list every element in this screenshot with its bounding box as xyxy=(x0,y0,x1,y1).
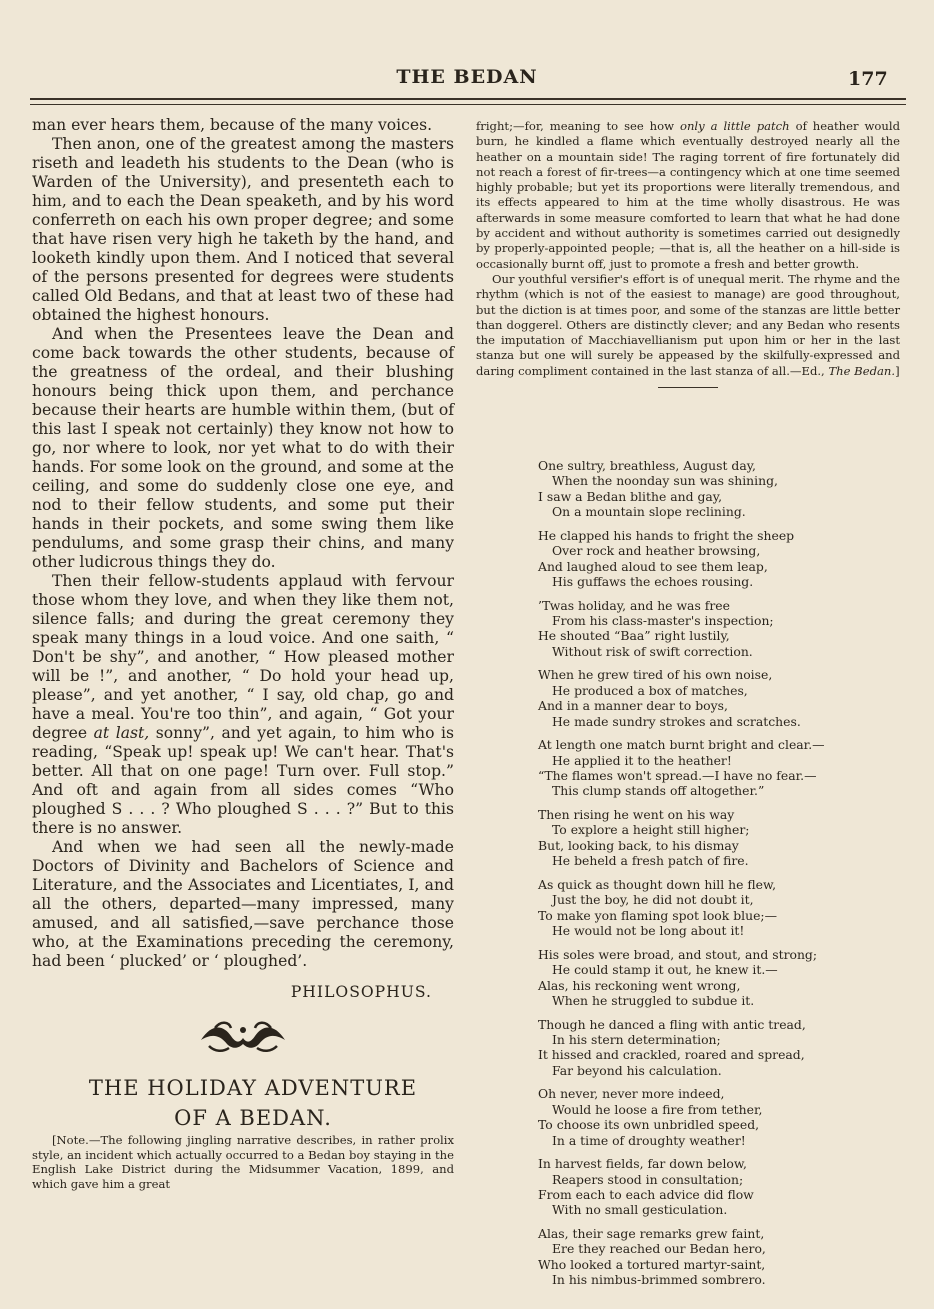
poem-line: When the noonday sun was shining, xyxy=(552,473,778,489)
poem-line: On a mountain slope reclining. xyxy=(552,504,746,520)
paragraph-text: Then their fellow-students applaud with fervour those whom they love, and when they like them not, silence falls; and during the great ceremony they speak many things in a loud voice. And one saith, “ Don't be shy”, and another, “ How pleased mother will be !”, and another, “ Do hold your head up, please”, and yet another, “ I say, old chap, go and have a meal. You're too thin”, and again, “ Got your degree xyxy=(32,572,454,742)
poem-stanza xyxy=(538,458,898,520)
poem-line: Oh never, never more indeed, xyxy=(538,1086,725,1102)
paragraph: And when we had seen all the newly-made Doctors of Divinity and Bachelors of Science and Literature, and the Associates and Licentiates, I, and all the others, departed—many impressed, many amused, and all satisfied,—save perchance those who, at the Examinations preceding the ceremony, had been ‘ plucked’ or ‘ ploughed’. xyxy=(32,838,454,970)
note-text: Our youthful versifier's effort is of unequal merit. The rhyme and the rhythm (which is not of the easiest to manage) are good throughout, but the diction is at times poor, and some of the stanzas are little better than doggerel. Others are distinctly clever; and any Bedan who resents the imputation of Macchiavellianism put upon him or her in the last stanza but one will surely be appeased by the skilfully-expressed and daring compliment contained in the last stanza of all.—Ed., xyxy=(476,271,900,378)
poem-stanza xyxy=(538,598,898,660)
italic-text: only a little patch xyxy=(679,119,790,133)
poem-line: In a time of droughty weather! xyxy=(552,1132,746,1148)
header-rule-thin xyxy=(30,104,906,105)
paragraph xyxy=(32,572,454,838)
poem-line: His guffaws the echoes rousing. xyxy=(552,574,754,590)
poem-line: He would not be long about it! xyxy=(552,923,745,939)
poem-line: Then rising he went on his way xyxy=(538,807,735,823)
right-column xyxy=(476,119,900,398)
paragraph-text: sonny”, and yet again, to him who is reading, “Speak up! speak up! We can't hear. That's better. All that on one page! Turn over. Full stop.” And oft and again from all sides comes “Who ploughed S . . . ? Who ploughed S . . . ?” But to this there is no answer. xyxy=(32,724,454,837)
poem-line: He shouted “Baa” right lustily, xyxy=(538,628,730,644)
poem-line: Alas, his reckoning went wrong, xyxy=(538,977,741,993)
poem-line: As quick as thought down hill he flew, xyxy=(538,876,777,892)
poem-line: I saw a Bedan blithe and gay, xyxy=(538,488,723,504)
poem-stanza xyxy=(538,528,898,590)
poem-line: And laughed aloud to see them leap, xyxy=(538,558,768,574)
poem-line: Just the boy, he did not doubt it, xyxy=(552,892,754,908)
poem-line: To choose its own unbridled speed, xyxy=(538,1117,760,1133)
divider xyxy=(658,387,718,388)
poem-line: Far beyond his calculation. xyxy=(552,1062,722,1078)
running-title: THE BEDAN xyxy=(396,66,538,88)
poem-stanza xyxy=(538,1017,898,1079)
paragraph: And when the Presentees leave the Dean and come back towards the other students, because of the greatness of the ordeal, and their blushing honours being thick upon them, and perchance because their hearts are humble within them, (but of this last I speak not certainly) they know not how to go, nor where to look, nor yet what to do with their hands. For some look on the ground, and some at the ceiling, and some do suddenly close one eye, and nod to their fellow students, and some put their hands in their pockets, and some swing them like pendulums, and some grasp their chins, and many other ludicrous things they do. xyxy=(32,325,454,571)
poem-line: It hissed and crackled, roared and spread, xyxy=(538,1047,805,1063)
poem-line: He produced a box of matches, xyxy=(552,682,748,698)
poem-line: To explore a height still higher; xyxy=(552,822,750,838)
poem-line: He could stamp it out, he knew it.— xyxy=(552,962,778,978)
poem-line: Without risk of swift correction. xyxy=(552,643,753,659)
poem-stanza xyxy=(538,667,898,729)
poem-line: To make yon flaming spot look blue;— xyxy=(538,907,777,923)
editor-comment xyxy=(476,272,900,379)
page-number: 177 xyxy=(848,68,888,90)
paragraph: Then anon, one of the greatest among the masters riseth and leadeth his students to the Dean (who is Warden of the University), and presenteth each to him, and to each the Dean speaketh, and by his word conferreth on each his own proper degree; and some that have risen very high he taketh by the hand, and looketh kindly upon them. And I noticed that several of the persons presented for degrees were students called Old Bedans, and that at least two of these had obtained the highest honours. xyxy=(32,135,454,324)
poem-line: He beheld a fresh patch of fire. xyxy=(552,853,749,869)
poem-line: He made sundry strokes and scratches. xyxy=(552,713,801,729)
poem-line: Who looked a tortured martyr-saint, xyxy=(538,1256,766,1272)
poem-line: Ere they reached our Bedan hero, xyxy=(552,1241,766,1257)
poem-line: In harvest fields, far down below, xyxy=(538,1156,747,1172)
paragraph: man ever hears them, because of the many voices. xyxy=(32,116,433,134)
poem-line: Over rock and heather browsing, xyxy=(552,543,761,559)
poem-stanza xyxy=(538,807,898,869)
poem xyxy=(538,458,898,1296)
section-title: THE HOLIDAY ADVENTURE xyxy=(88,1076,418,1100)
poem-line: At length one match burnt bright and clear.— xyxy=(538,737,825,753)
poem-line: Though he danced a fling with antic tread, xyxy=(538,1016,806,1032)
poem-line: Reapers stood in consultation; xyxy=(552,1171,744,1187)
poem-stanza xyxy=(538,947,898,1009)
italic-text: The Bedan. xyxy=(828,363,896,378)
poem-line: With no small gesticulation. xyxy=(552,1202,728,1218)
poem-line: In his nimbus-brimmed sombrero. xyxy=(552,1272,766,1288)
poem-line: When he struggled to subdue it. xyxy=(552,992,755,1008)
header-rule xyxy=(30,98,906,100)
editor-note: [Note.—The following jingling narrative describes, in rather prolix style, an incident which actually occurred to a Bedan boy staying in the English Lake District during the Midsummer Vacation, 1899, and which gave him a great xyxy=(32,1133,454,1191)
poem-stanza xyxy=(538,737,898,799)
section-title-line-2: OF A BEDAN. xyxy=(174,1106,332,1130)
poem-line: He clapped his hands to fright the sheep xyxy=(538,527,795,543)
poem-stanza xyxy=(538,1156,898,1218)
poem-line: This clump stands off altogether.” xyxy=(552,783,765,799)
poem-stanza xyxy=(538,1086,898,1148)
poem-stanza xyxy=(538,1226,898,1288)
poem-line: One sultry, breathless, August day, xyxy=(538,458,756,473)
signature: PHILOSOPHUS. xyxy=(290,983,432,1001)
note-text: ] xyxy=(895,363,900,378)
poem-line: “The flames won't spread.—I have no fear.— xyxy=(538,768,817,784)
note-text: fright;—for, meaning to see how xyxy=(476,119,680,133)
poem-line: He applied it to the heather! xyxy=(552,752,732,768)
poem-line: His soles were broad, and stout, and strong; xyxy=(538,946,818,962)
note-text: of heather would burn, he kindled a flame which eventually destroyed nearly all the heather on a mountain side! The raging torrent of fire fortunately did not reach a forest of fir-trees—a contingency which at one time seemed highly probable; but yet its proportions were literally tremendous, and its effects appeared to him at the time wholly disastrous. He was afterwards in some measure comforted to learn that what he had done by accident and without authority is sometimes carried out designedly by properly-appointed people; —that is, all the heather on a hill-side is occasionally burnt off, just to promote a fresh and better growth. xyxy=(476,119,900,271)
left-column xyxy=(32,116,454,1191)
ornament-icon xyxy=(32,1016,454,1061)
poem-line: From each to each advice did flow xyxy=(538,1186,754,1202)
poem-line: In his stern determination; xyxy=(552,1031,721,1047)
poem-line: ’Twas holiday, and he was free xyxy=(538,597,730,613)
poem-line: From his class-master's inspection; xyxy=(552,613,774,629)
note-continued xyxy=(476,119,900,272)
poem-line: Alas, their sage remarks grew faint, xyxy=(538,1225,765,1241)
poem-line: And in a manner dear to boys, xyxy=(538,698,728,714)
poem-stanza xyxy=(538,877,898,939)
italic-text: at last, xyxy=(93,724,150,742)
poem-line: When he grew tired of his own noise, xyxy=(538,667,773,683)
poem-line: But, looking back, to his dismay xyxy=(538,837,739,853)
poem-line: Would he loose a fire from tether, xyxy=(552,1101,763,1117)
